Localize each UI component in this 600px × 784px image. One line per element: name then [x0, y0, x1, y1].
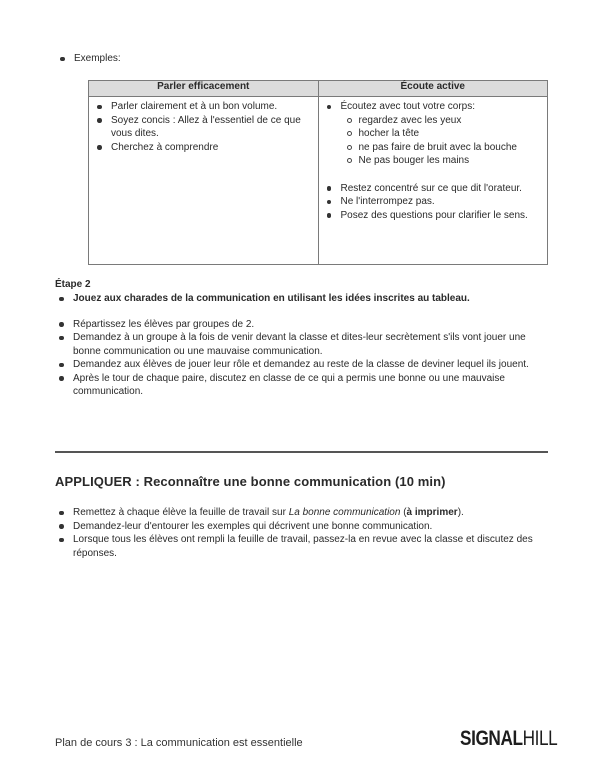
list-item: Écoutez avec tout votre corps:: [323, 100, 544, 114]
sub-list-item: hocher la tête: [343, 127, 544, 141]
apply-list: [55, 506, 535, 560]
list-item: Ne l'interrompez pas.: [323, 195, 544, 209]
step-list: [55, 292, 550, 399]
logo-signal: SIGNAL: [460, 727, 523, 750]
step-title: Étape 2: [55, 279, 91, 290]
worksheet-title: La bonne communication: [288, 507, 401, 518]
list-spacer: [55, 306, 550, 318]
examples-label: Exemples:: [56, 52, 536, 66]
speak-cell: [89, 97, 319, 265]
list-item: Lorsque tous les élèves ont rempli la feuille de travail, passez-la en revue avec la classe et discutez des réponses.: [55, 533, 535, 560]
list-item: Cherchez à comprendre: [93, 141, 314, 155]
item-text: (: [400, 507, 407, 518]
logo-hill: HILL: [522, 727, 558, 750]
listen-cell: [318, 97, 548, 265]
sub-list-item: regardez avec les yeux: [343, 114, 544, 128]
list-item: Soyez concis : Allez à l'essentiel de ce que vous dites.: [93, 114, 314, 141]
list-item: Après le tour de chaque paire, discutez en classe de ce qui a permis une bonne ou une mauvaise communication.: [55, 372, 550, 399]
examples-list: [56, 52, 536, 66]
signalhill-logo: [460, 727, 557, 751]
sub-list-item: ne pas faire de bruit avec la bouche: [343, 141, 544, 155]
list-item: Posez des questions pour clarifier le sens.: [323, 209, 544, 223]
list-item: Demandez aux élèves de jouer leur rôle et demandez au reste de la classe de deviner lequel ils jouent.: [55, 358, 550, 372]
print-link[interactable]: à imprimer: [406, 507, 458, 518]
item-text: Remettez à chaque élève la feuille de travail sur: [73, 507, 289, 518]
section-divider: [55, 451, 548, 453]
list-item: Parler clairement et à un bon volume.: [93, 100, 314, 114]
list-item: [55, 506, 535, 520]
table-header-row: [89, 81, 548, 97]
header-listen: Écoute active: [318, 81, 548, 97]
header-speak: Parler efficacement: [89, 81, 319, 97]
item-text: ).: [457, 507, 464, 518]
list-spacer: [323, 168, 544, 182]
apply-section-title: APPLIQUER : Reconnaître une bonne communication (10 min): [55, 474, 446, 489]
list-item: Répartissez les élèves par groupes de 2.: [55, 318, 550, 332]
list-item: Demandez à un groupe à la fois de venir devant la classe et dites-leur secrètement s'ils vont jouer une bonne communication ou une mauvaise communication.: [55, 331, 550, 358]
footer-lesson-title: Plan de cours 3 : La communication est essentielle: [55, 737, 303, 749]
table-body-row: [89, 97, 548, 265]
list-item: Restez concentré sur ce que dit l'orateur.: [323, 182, 544, 196]
step-lead-item: Jouez aux charades de la communication en utilisant les idées inscrites au tableau.: [55, 292, 550, 306]
communication-table: [88, 80, 548, 265]
sub-list-item: Ne pas bouger les mains: [343, 154, 544, 168]
list-item: Demandez-leur d'entourer les exemples qui décrivent une bonne communication.: [55, 520, 535, 534]
